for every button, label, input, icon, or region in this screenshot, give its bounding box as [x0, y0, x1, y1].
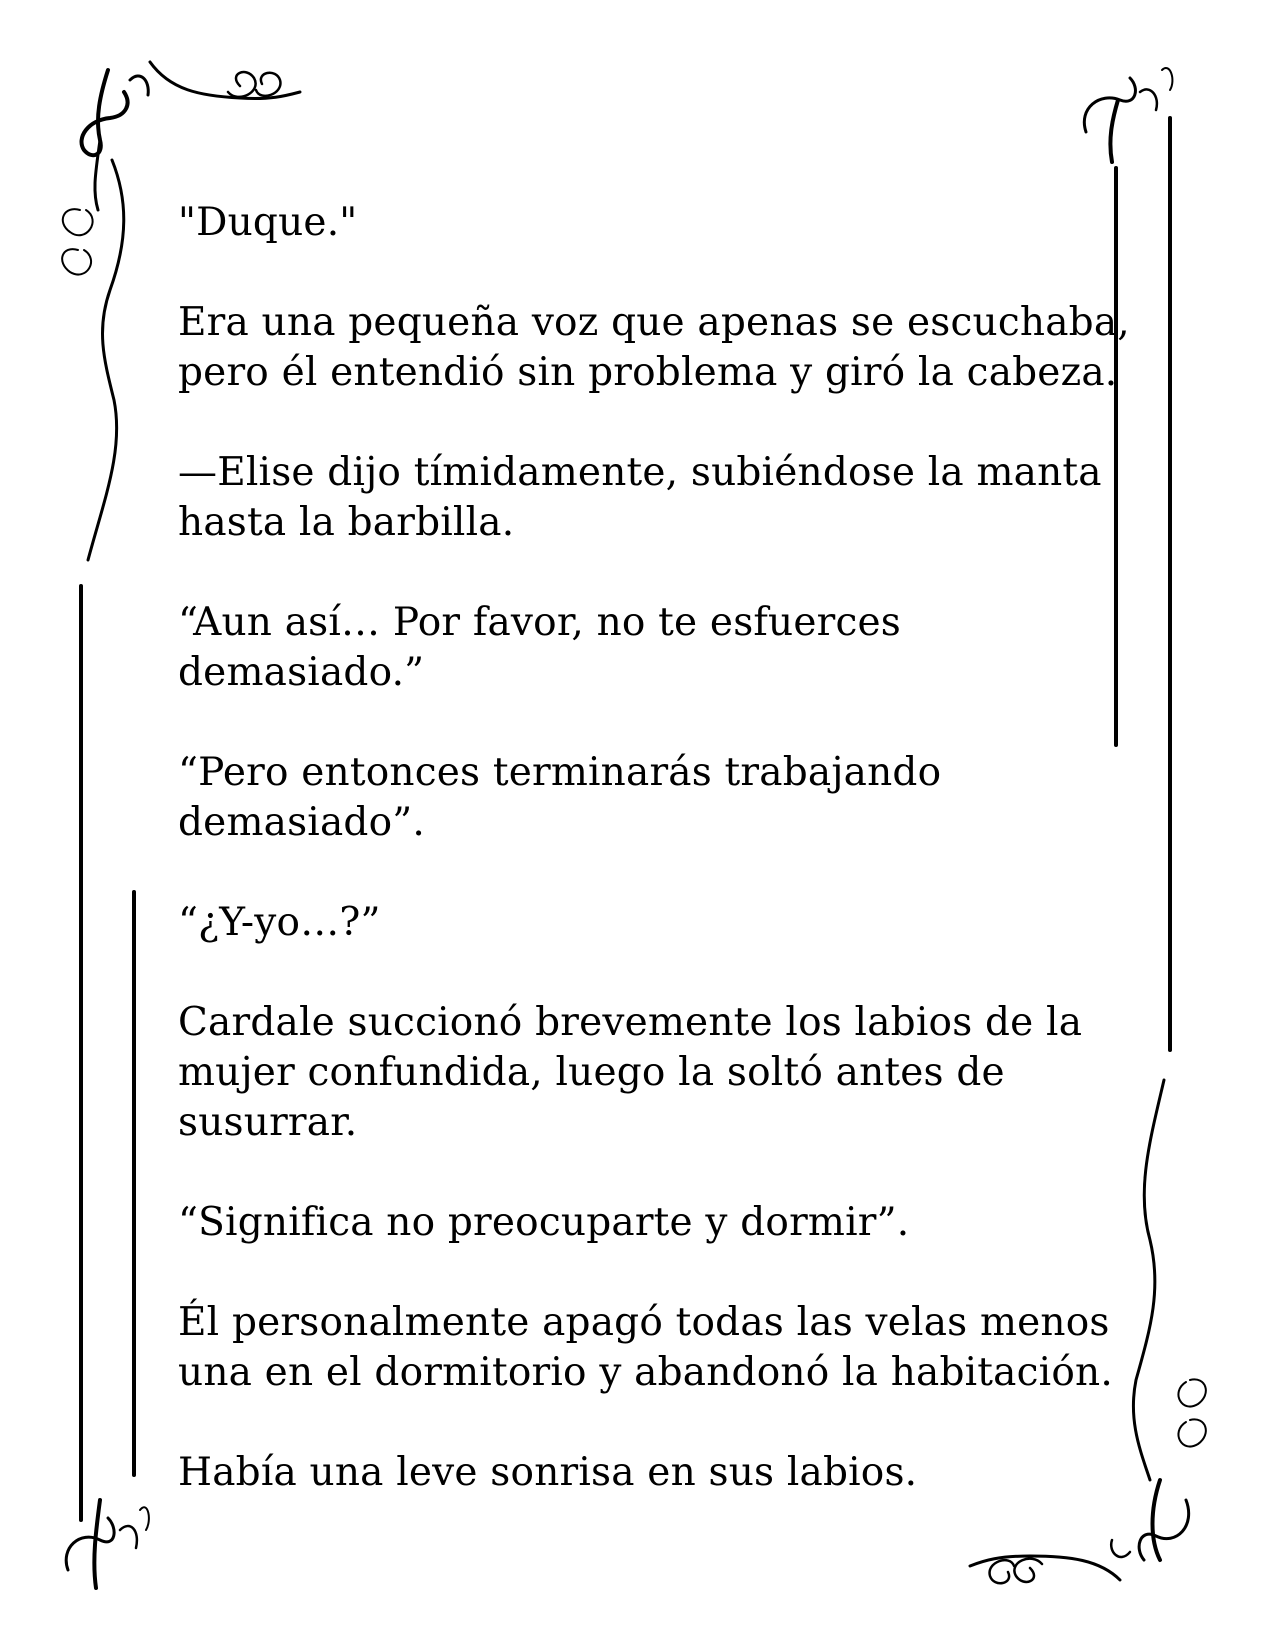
story-paragraph [178, 598, 1098, 698]
top-right-flourish [1084, 68, 1172, 162]
story-paragraph [178, 448, 1102, 548]
top-left-flourish [82, 62, 300, 210]
paragraph-line: pero él entendió sin problema y giró la cabeza. [178, 350, 1118, 395]
paragraph-line: “¿Y-yo…?” [178, 900, 381, 945]
paragraph-line: “Pero entonces terminarás trabajando [178, 750, 942, 795]
paragraph-line: susurrar. [178, 1100, 358, 1145]
right-wave-line [1133, 1080, 1164, 1480]
story-paragraph [178, 898, 1098, 948]
bottom-left-flourish [66, 1500, 149, 1588]
paragraph-line: Cardale succionó brevemente los labios de la [178, 1000, 1083, 1045]
paragraph-line: "Duque." [178, 200, 358, 245]
story-paragraph [178, 1298, 1113, 1398]
right-spirals [1178, 1379, 1205, 1446]
story-text [178, 198, 1130, 1548]
paragraph-line: Era una pequeña voz que apenas se escuchaba, [178, 300, 1130, 345]
paragraph-line: mujer confundida, luego la soltó antes de [178, 1050, 1005, 1095]
paragraph-line: una en el dormitorio y abandonó la habitación. [178, 1350, 1113, 1395]
paragraph-line: “Aun así… Por favor, no te esfuerces [178, 600, 902, 645]
paragraph-line: “Significa no preocuparte y dormir”. [178, 1200, 910, 1245]
story-paragraph [178, 198, 1098, 248]
paragraph-line: demasiado.” [178, 650, 425, 695]
story-paragraph [178, 748, 1098, 848]
story-paragraph [178, 1198, 1098, 1248]
story-paragraph [178, 998, 1098, 1148]
story-paragraph [178, 298, 1130, 398]
paragraph-line: hasta la barbilla. [178, 500, 515, 545]
paragraph-line: Había una leve sonrisa en sus labios. [178, 1450, 918, 1495]
paragraph-line: demasiado”. [178, 800, 425, 845]
paragraph-line: Él personalmente apagó todas las velas menos [178, 1300, 1110, 1345]
left-spirals [62, 209, 92, 274]
paragraph-line: —Elise dijo tímidamente, subiéndose la manta [178, 450, 1102, 495]
story-paragraph [178, 1448, 1098, 1498]
